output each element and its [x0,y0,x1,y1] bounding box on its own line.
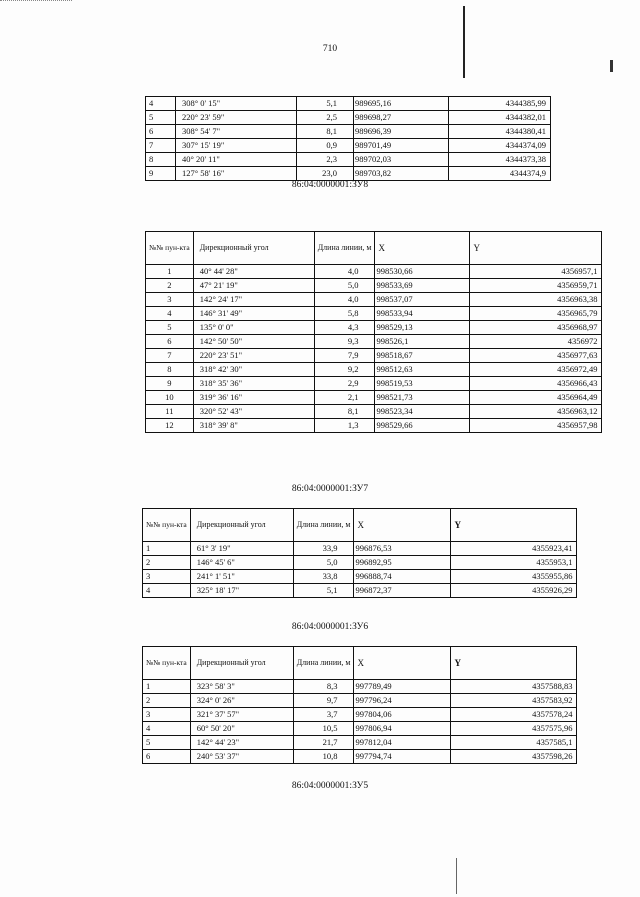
table-row [146,167,551,181]
coordinates-table-zu8 [145,96,551,181]
table-caption-zu8: 86:04:0000001:ЗУ8 [291,180,369,190]
y-coordinate-cell: 4344380,41 [449,125,551,139]
table-caption-zu5: 86:04:0000001:ЗУ5 [291,781,369,791]
point-number-cell: 5 [143,736,191,750]
y-coordinate-cell: 4357583,92 [451,694,577,708]
line-length-cell: 9,3 [314,335,375,349]
point-number-cell: 4 [143,584,191,598]
table-zu6-block [142,508,577,598]
line-length-cell: 0,9 [297,139,354,153]
direction-angle-cell: 142° 24' 17" [193,293,314,307]
point-number-cell: 7 [146,139,176,153]
line-length-cell: 2,5 [297,111,354,125]
table-caption-zu7: 86:04:0000001:ЗУ7 [291,484,369,494]
direction-angle-cell: 319° 36' 16" [193,391,314,405]
x-coordinate-cell: 989695,16 [354,97,449,111]
x-coordinate-cell: 998519,53 [375,377,470,391]
direction-angle-cell: 142° 44' 23" [190,736,293,750]
direction-angle-cell: 324° 0' 26" [190,694,293,708]
y-coordinate-cell: 4357575,96 [451,722,577,736]
table-row [143,584,577,598]
scan-artifact-bottom [456,858,457,894]
table-body [146,265,602,433]
x-coordinate-cell: 997789,49 [354,680,451,694]
point-number-cell: 2 [146,279,194,293]
x-coordinate-cell: 989696,39 [354,125,449,139]
line-length-cell: 10,8 [293,750,354,764]
y-coordinate-cell: 4344373,38 [449,153,551,167]
line-length-cell: 7,9 [314,349,375,363]
table-row [146,293,602,307]
line-length-cell: 33,8 [293,570,354,584]
x-coordinate-cell: 998521,73 [375,391,470,405]
scan-artifact-line [463,6,465,78]
direction-angle-cell: 308° 54' 7" [176,125,297,139]
direction-angle-cell: 241° 1' 51" [190,570,293,584]
table-row [146,419,602,433]
direction-angle-cell: 318° 35' 36" [193,377,314,391]
y-coordinate-cell: 4356959,71 [470,279,602,293]
point-number-cell: 5 [146,111,176,125]
line-length-cell: 23,0 [297,167,354,181]
y-coordinate-cell: 4344382,01 [449,111,551,125]
coordinates-table-zu6 [142,508,577,598]
table-row [143,680,577,694]
table-row [146,111,551,125]
header-x: X [354,647,451,680]
y-coordinate-cell: 4356957,1 [470,265,602,279]
table-header-row [146,232,602,265]
table-body [146,97,551,181]
x-coordinate-cell: 997804,06 [354,708,451,722]
x-coordinate-cell: 989703,82 [354,167,449,181]
line-length-cell: 5,0 [314,279,375,293]
point-number-cell: 7 [146,349,194,363]
header-angle: Дирекционный угол [190,509,293,542]
direction-angle-cell: 323° 58' 3" [190,680,293,694]
y-coordinate-cell: 4357585,1 [451,736,577,750]
header-y-label: Y [454,657,461,668]
y-coordinate-cell: 4357598,26 [451,750,577,764]
direction-angle-cell: 40° 44' 28" [193,265,314,279]
y-coordinate-cell: 4356965,79 [470,307,602,321]
table-header-row [143,509,577,542]
direction-angle-cell: 320° 52' 43" [193,405,314,419]
x-coordinate-cell: 998512,63 [375,363,470,377]
table-body [143,542,577,598]
y-coordinate-cell: 4356957,98 [470,419,602,433]
coordinates-table-zu7 [145,231,602,433]
line-length-cell: 2,9 [314,377,375,391]
y-coordinate-cell: 4357588,83 [451,680,577,694]
x-coordinate-cell: 998529,13 [375,321,470,335]
table-header-row [143,647,577,680]
direction-angle-cell: 325° 18' 17" [190,584,293,598]
point-number-cell: 6 [146,335,194,349]
header-x: X [375,232,470,265]
header-y [451,509,577,542]
x-coordinate-cell: 998537,07 [375,293,470,307]
header-no: №№ пун-кта [146,232,194,265]
table-row [146,321,602,335]
direction-angle-cell: 321° 37' 57" [190,708,293,722]
point-number-cell: 4 [146,307,194,321]
table-row [146,153,551,167]
point-number-cell: 6 [146,125,176,139]
table-row [146,335,602,349]
table-row [146,377,602,391]
y-coordinate-cell: 4356977,63 [470,349,602,363]
table-row [143,570,577,584]
point-number-cell: 2 [143,556,191,570]
point-number-cell: 9 [146,167,176,181]
x-coordinate-cell: 997796,24 [354,694,451,708]
x-coordinate-cell: 996876,53 [354,542,451,556]
x-coordinate-cell: 989698,27 [354,111,449,125]
x-coordinate-cell: 998523,34 [375,405,470,419]
direction-angle-cell: 146° 31' 49" [193,307,314,321]
y-coordinate-cell: 4344374,9 [449,167,551,181]
x-coordinate-cell: 997806,94 [354,722,451,736]
point-number-cell: 8 [146,363,194,377]
table-row [146,307,602,321]
table-row [146,391,602,405]
y-coordinate-cell: 4355923,41 [451,542,577,556]
page-number: 710 [322,44,338,54]
point-number-cell: 4 [146,97,176,111]
line-length-cell: 8,1 [297,125,354,139]
x-coordinate-cell: 997812,04 [354,736,451,750]
direction-angle-cell: 60° 50' 20" [190,722,293,736]
table-body [143,680,577,764]
point-number-cell: 4 [143,722,191,736]
header-y-label: Y [454,519,461,530]
line-length-cell: 21,7 [293,736,354,750]
header-angle: Дирекционный угол [190,647,293,680]
line-length-cell: 1,3 [314,419,375,433]
x-coordinate-cell: 998529,66 [375,419,470,433]
line-length-cell: 2,3 [297,153,354,167]
direction-angle-cell: 220° 23' 59" [176,111,297,125]
point-number-cell: 12 [146,419,194,433]
point-number-cell: 1 [146,265,194,279]
header-no: №№ пун-кта [143,647,191,680]
line-length-cell: 3,7 [293,708,354,722]
y-coordinate-cell: 4357578,24 [451,708,577,722]
table-zu7-block [145,231,602,433]
point-number-cell: 8 [146,153,176,167]
y-coordinate-cell: 4356968,97 [470,321,602,335]
header-no: №№ пун-кта [143,509,191,542]
x-coordinate-cell: 998530,66 [375,265,470,279]
line-length-cell: 33,9 [293,542,354,556]
direction-angle-cell: 220° 23' 51" [193,349,314,363]
y-coordinate-cell: 4355953,1 [451,556,577,570]
table-row [146,97,551,111]
y-coordinate-cell: 4344385,99 [449,97,551,111]
table-row [143,750,577,764]
y-coordinate-cell: 4356966,43 [470,377,602,391]
direction-angle-cell: 142° 50' 50" [193,335,314,349]
point-number-cell: 9 [146,377,194,391]
x-coordinate-cell: 998533,69 [375,279,470,293]
table-zu8-block [145,96,551,181]
line-length-cell: 5,8 [314,307,375,321]
point-number-cell: 3 [143,570,191,584]
direction-angle-cell: 135° 0' 0" [193,321,314,335]
point-number-cell: 3 [146,293,194,307]
line-length-cell: 9,7 [293,694,354,708]
x-coordinate-cell: 997794,74 [354,750,451,764]
direction-angle-cell: 127° 58' 16" [176,167,297,181]
y-coordinate-cell: 4356972,49 [470,363,602,377]
direction-angle-cell: 40° 20' 11" [176,153,297,167]
point-number-cell: 2 [143,694,191,708]
y-coordinate-cell: 4356963,12 [470,405,602,419]
x-coordinate-cell: 998518,67 [375,349,470,363]
table-row [146,265,602,279]
x-coordinate-cell: 998526,1 [375,335,470,349]
x-coordinate-cell: 996888,74 [354,570,451,584]
line-length-cell: 8,3 [293,680,354,694]
direction-angle-cell: 240° 53' 37" [190,750,293,764]
point-number-cell: 5 [146,321,194,335]
direction-angle-cell: 146° 45' 6" [190,556,293,570]
x-coordinate-cell: 996892,95 [354,556,451,570]
direction-angle-cell: 61° 3' 19" [190,542,293,556]
table-row [146,363,602,377]
table-row [146,405,602,419]
scan-artifact-top [0,0,72,5]
header-length: Длина линии, м [293,509,354,542]
line-length-cell: 10,5 [293,722,354,736]
header-x: X [354,509,451,542]
line-length-cell: 8,1 [314,405,375,419]
direction-angle-cell: 318° 39' 8" [193,419,314,433]
table-row [146,279,602,293]
line-length-cell: 5,0 [293,556,354,570]
header-length: Длина линии, м [314,232,375,265]
table-caption-zu6: 86:04:0000001:ЗУ6 [291,622,369,632]
table-row [146,125,551,139]
y-coordinate-cell: 4356963,38 [470,293,602,307]
table-row [143,736,577,750]
x-coordinate-cell: 989702,03 [354,153,449,167]
header-y-label: Y [473,242,480,253]
table-row [143,708,577,722]
point-number-cell: 1 [143,680,191,694]
direction-angle-cell: 318° 42' 30" [193,363,314,377]
direction-angle-cell: 308° 0' 15" [176,97,297,111]
x-coordinate-cell: 996872,37 [354,584,451,598]
line-length-cell: 5,1 [293,584,354,598]
header-angle: Дирекционный угол [193,232,314,265]
table-row [146,139,551,153]
y-coordinate-cell: 4356964,49 [470,391,602,405]
line-length-cell: 5,1 [297,97,354,111]
direction-angle-cell: 47° 21' 19" [193,279,314,293]
table-row [143,694,577,708]
table-row [143,542,577,556]
point-number-cell: 1 [143,542,191,556]
y-coordinate-cell: 4344374,09 [449,139,551,153]
line-length-cell: 4,0 [314,265,375,279]
header-y [451,647,577,680]
table-row [146,349,602,363]
point-number-cell: 10 [146,391,194,405]
y-coordinate-cell: 4355926,29 [451,584,577,598]
y-coordinate-cell: 4356972 [470,335,602,349]
scan-artifact-right [610,60,613,72]
line-length-cell: 4,3 [314,321,375,335]
direction-angle-cell: 307° 15' 19" [176,139,297,153]
header-y [470,232,602,265]
line-length-cell: 4,0 [314,293,375,307]
line-length-cell: 9,2 [314,363,375,377]
point-number-cell: 6 [143,750,191,764]
coordinates-table-zu5 [142,646,577,764]
point-number-cell: 11 [146,405,194,419]
table-row [143,722,577,736]
x-coordinate-cell: 998533,94 [375,307,470,321]
table-zu5-block [142,646,577,764]
line-length-cell: 2,1 [314,391,375,405]
x-coordinate-cell: 989701,49 [354,139,449,153]
point-number-cell: 3 [143,708,191,722]
y-coordinate-cell: 4355955,86 [451,570,577,584]
header-length: Длина линии, м [293,647,354,680]
table-row [143,556,577,570]
